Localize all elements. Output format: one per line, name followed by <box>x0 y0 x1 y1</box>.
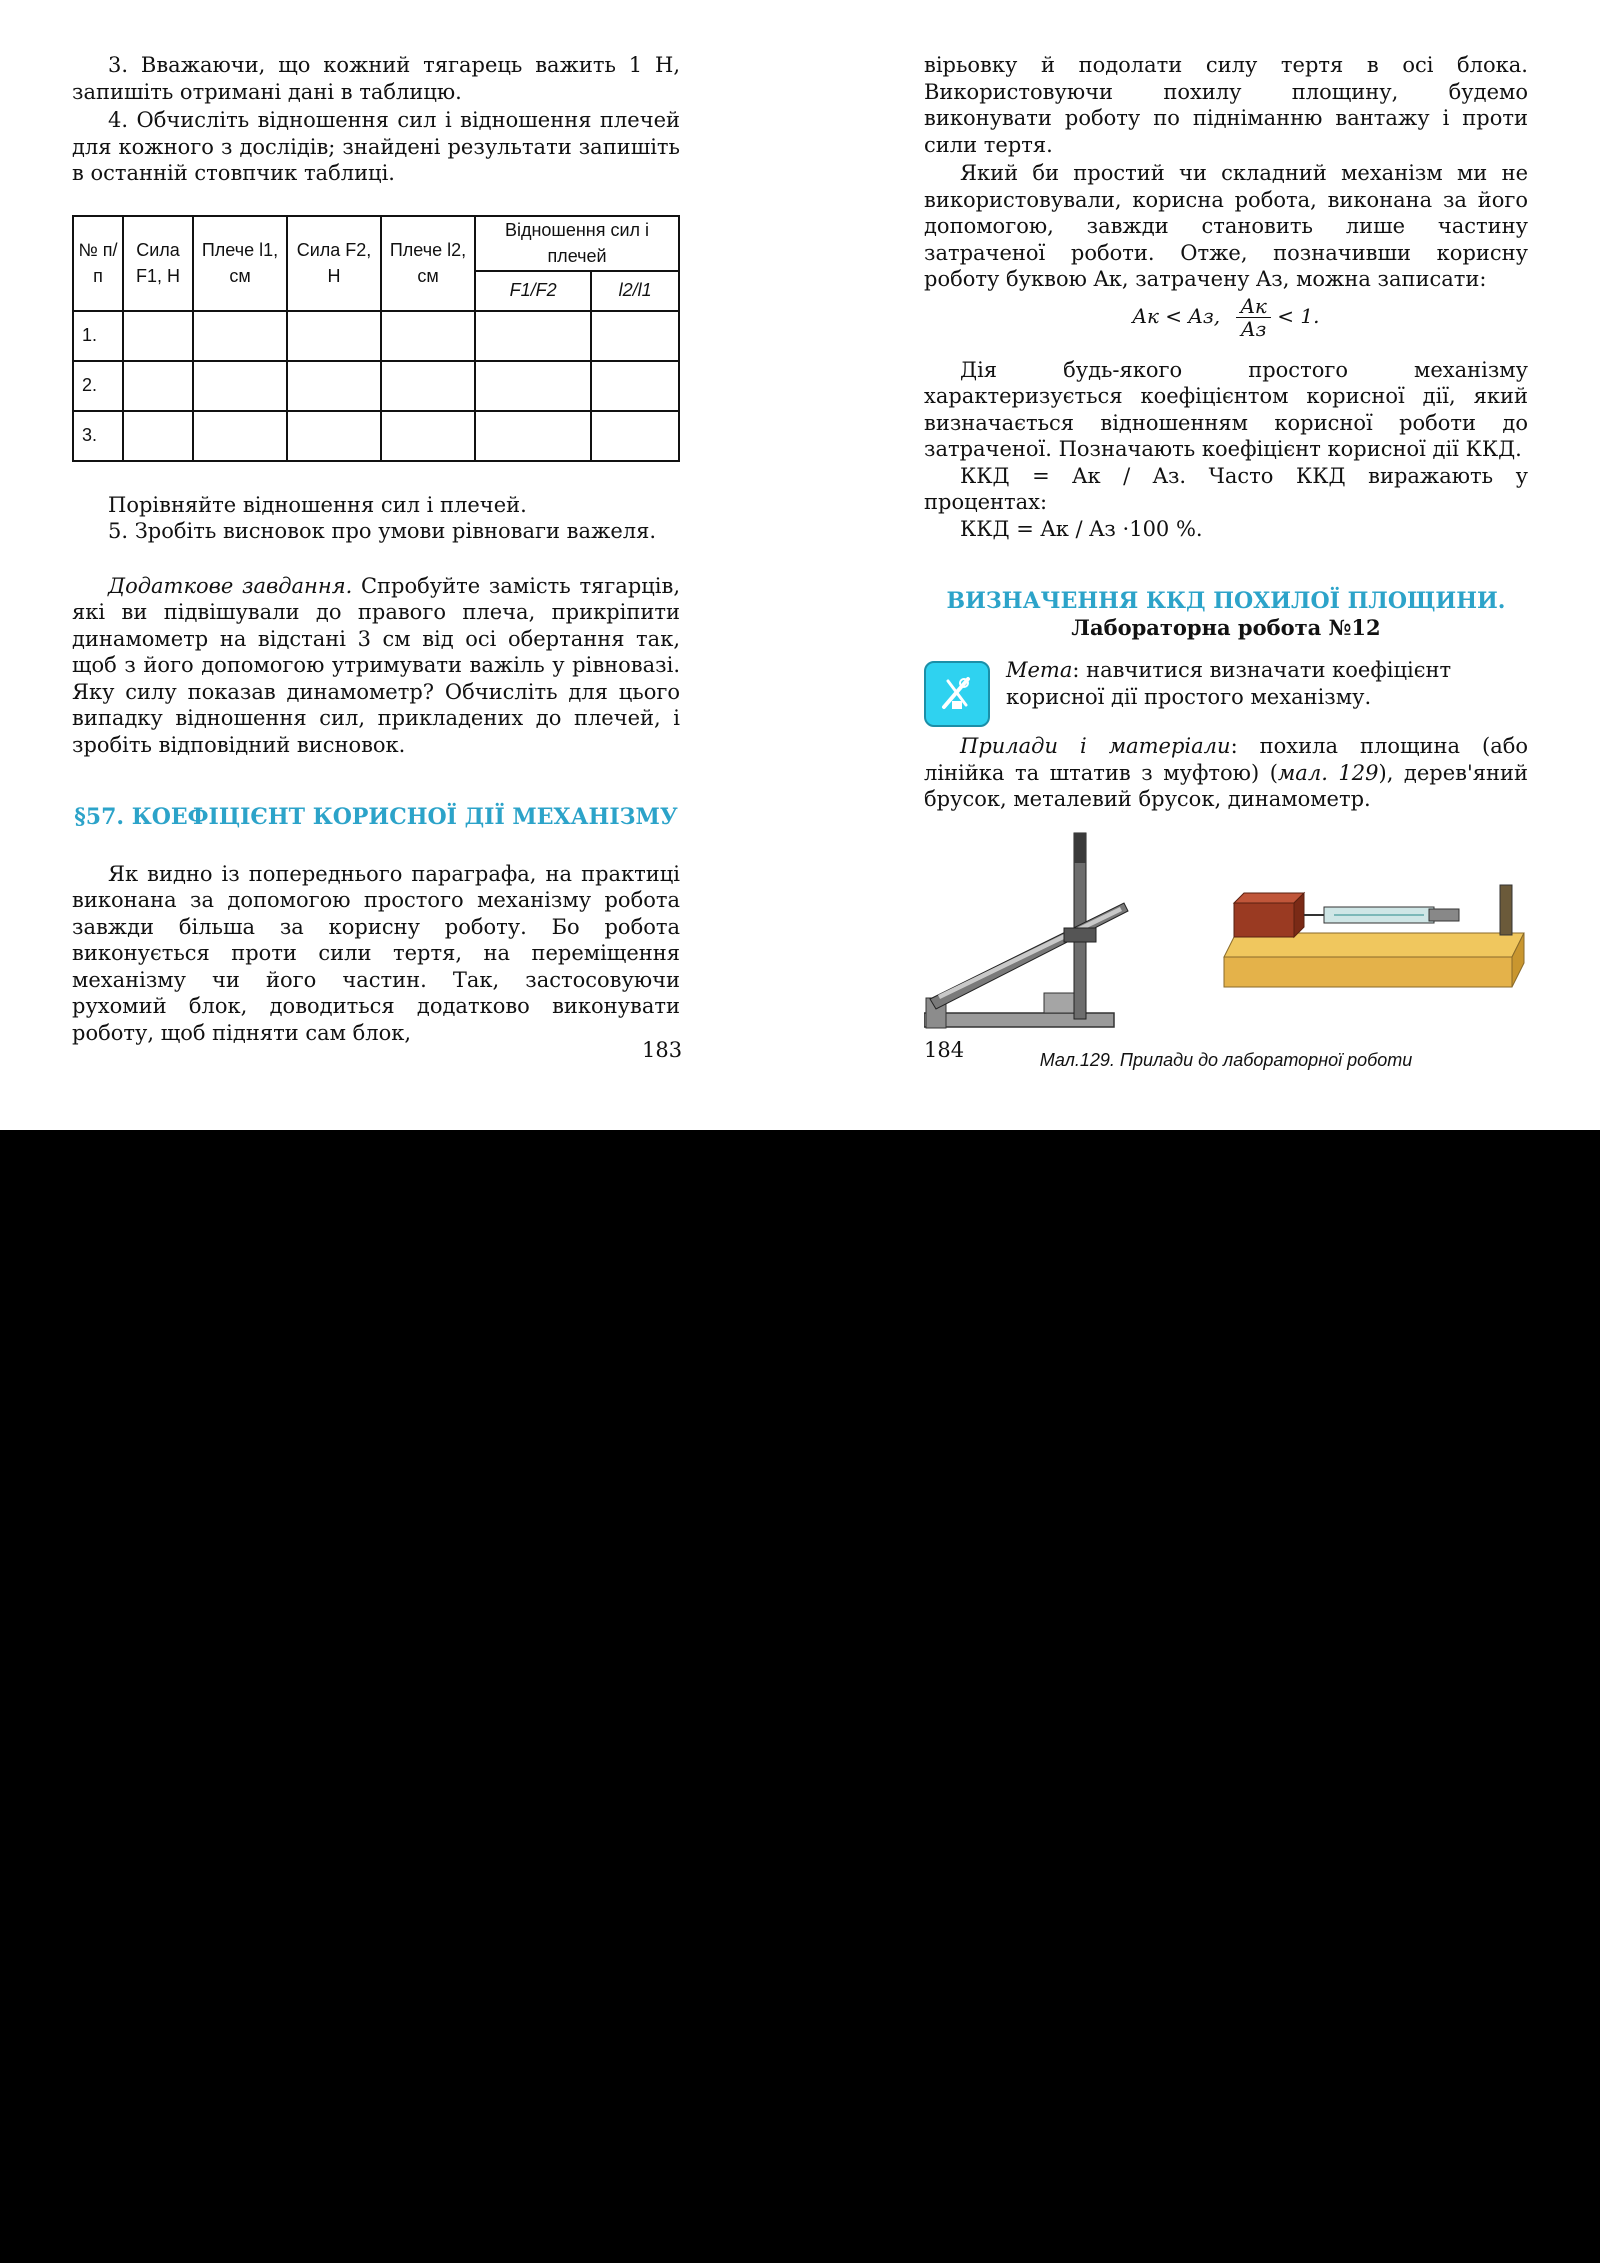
book-spread <box>0 0 1600 1130</box>
figure-reference: мал. 129 <box>1277 760 1379 785</box>
table-row <box>73 361 679 411</box>
extra-task-label: Додаткове завдання. <box>108 573 353 598</box>
instruction-4: 4. Обчисліть відношення сил і відношення плечей для кожного з дослідів; знайдені результати запишіть в останній стовпчик таблиці. <box>72 108 680 185</box>
extra-task-text: Спробуйте замість тягарців, які ви підвішували до правого плеча, прикріпити динамометр на відстані 3 см від осі обертання так, щоб з його допомогою утримувати важіль у рівновазі. Яку силу показав динамометр? Обчисліть для цього випадку відношення сил, прикладених до плечей, і зробіть відповідний висновок. <box>72 573 680 757</box>
results-table <box>72 215 680 462</box>
formula-denominator: Aз <box>1241 316 1267 341</box>
formula-fraction <box>1236 295 1270 340</box>
formula-inequality <box>924 295 1528 355</box>
col-header-arm-ratio: l2/l1 <box>591 271 679 311</box>
table-row <box>73 311 679 361</box>
left-page <box>72 52 680 1046</box>
instruction-5: 5. Зробіть висновок про умови рівноваги важеля. <box>108 519 657 543</box>
page-number-right: 184 <box>924 1038 965 1062</box>
col-header-l2: Плече l2, см <box>381 216 475 311</box>
col-header-ratio: Відношення сил і плечей <box>475 216 679 271</box>
col-header-number: № п/п <box>73 216 123 311</box>
section-title: §57. КОЕФІЦІЄНТ КОРИСНОЇ ДІЇ МЕХАНІЗМУ <box>74 804 678 830</box>
continued-text: вірьовку й подолати силу тертя в осі блока. Використовуючи похилу площину, будемо виконувати роботу по підніманню вантажу і проти сили тертя. <box>924 53 1528 157</box>
lab-goal <box>924 657 1528 719</box>
wooden-board-illustration <box>1224 885 1524 987</box>
lab-goal-icon <box>924 661 990 727</box>
lab-subtitle: Лабораторна робота №12 <box>1071 614 1381 640</box>
row-number: 1. <box>73 311 123 361</box>
page-number-left: 183 <box>642 1038 683 1062</box>
row-number: 2. <box>73 361 123 411</box>
col-header-f2: Сила F2, Н <box>287 216 381 311</box>
row-number: 3. <box>73 411 123 461</box>
compare-text: Порівняйте відношення сил і плечей. <box>108 492 527 517</box>
col-header-force-ratio: F1/F2 <box>475 271 591 311</box>
useful-work-text: Який би простий чи складний механізм ми не використовували, корисна робота, виконана за його допомогою, завжди становить лише частину затраченої роботи. Отже, позначивши корисну роботу буквою Aк, затрачену Aз, можна записати: <box>924 161 1528 291</box>
tools-text: Прилади і матеріали: похила площина (або лінійка та штатив з муфтою) (мал. 129), дерев'яний брусок, металевий брусок, динамометр. <box>924 734 1529 811</box>
inclined-plane-illustration <box>924 833 1128 1028</box>
table-row <box>73 411 679 461</box>
efficiency-percent: ККД = Aк / Aз ·100 %. <box>960 516 1203 541</box>
section-text: Як видно із попереднього параграфа, на практиці виконана за допомогою простого механізму робота завжди більша за корисну роботу. Бо робота виконується проти сили тертя, на переміщення механізму чи його частин. Так, застосовуючи рухомий блок, доводиться додатково виконувати роботу, щоб підняти сам блок, <box>72 861 680 1045</box>
efficiency-formula: ККД = Aк / Aз. Часто ККД виражають у процентах: <box>924 463 1528 514</box>
lab-title: ВИЗНАЧЕННЯ ККД ПОХИЛОЇ ПЛОЩИНИ. <box>946 588 1506 614</box>
right-page <box>924 52 1528 1073</box>
formula-ineq: Aк < Aз, <box>1132 303 1221 328</box>
goal-text: : навчитися визначати коефіцієнт корисної дії простого механізму. <box>1006 658 1452 709</box>
goal-label: Мета <box>1006 658 1073 682</box>
tools-label: Прилади і матеріали <box>960 734 1231 758</box>
col-header-l1: Плече l1, см <box>193 216 287 311</box>
instruction-3: 3. Вважаючи, що кожний тягарець важить 1 Н, запишіть отримані дані в таблицю. <box>72 53 680 104</box>
figure-caption: Мал.129. Прилади до лабораторної роботи <box>1039 1049 1413 1070</box>
lab-equipment-illustration <box>924 823 1528 1043</box>
efficiency-definition: Дія будь-якого простого механізму характеризується коефіцієнтом корисної дії, який визначається відношенням корисної роботи до затраченої. Позначають коефіцієнт корисної дії ККД. <box>924 357 1528 461</box>
extra-task <box>72 573 680 759</box>
formula-numerator: Aк <box>1236 295 1270 318</box>
formula-tail: < 1. <box>1277 303 1320 328</box>
col-header-f1: Сила F1, Н <box>123 216 193 311</box>
